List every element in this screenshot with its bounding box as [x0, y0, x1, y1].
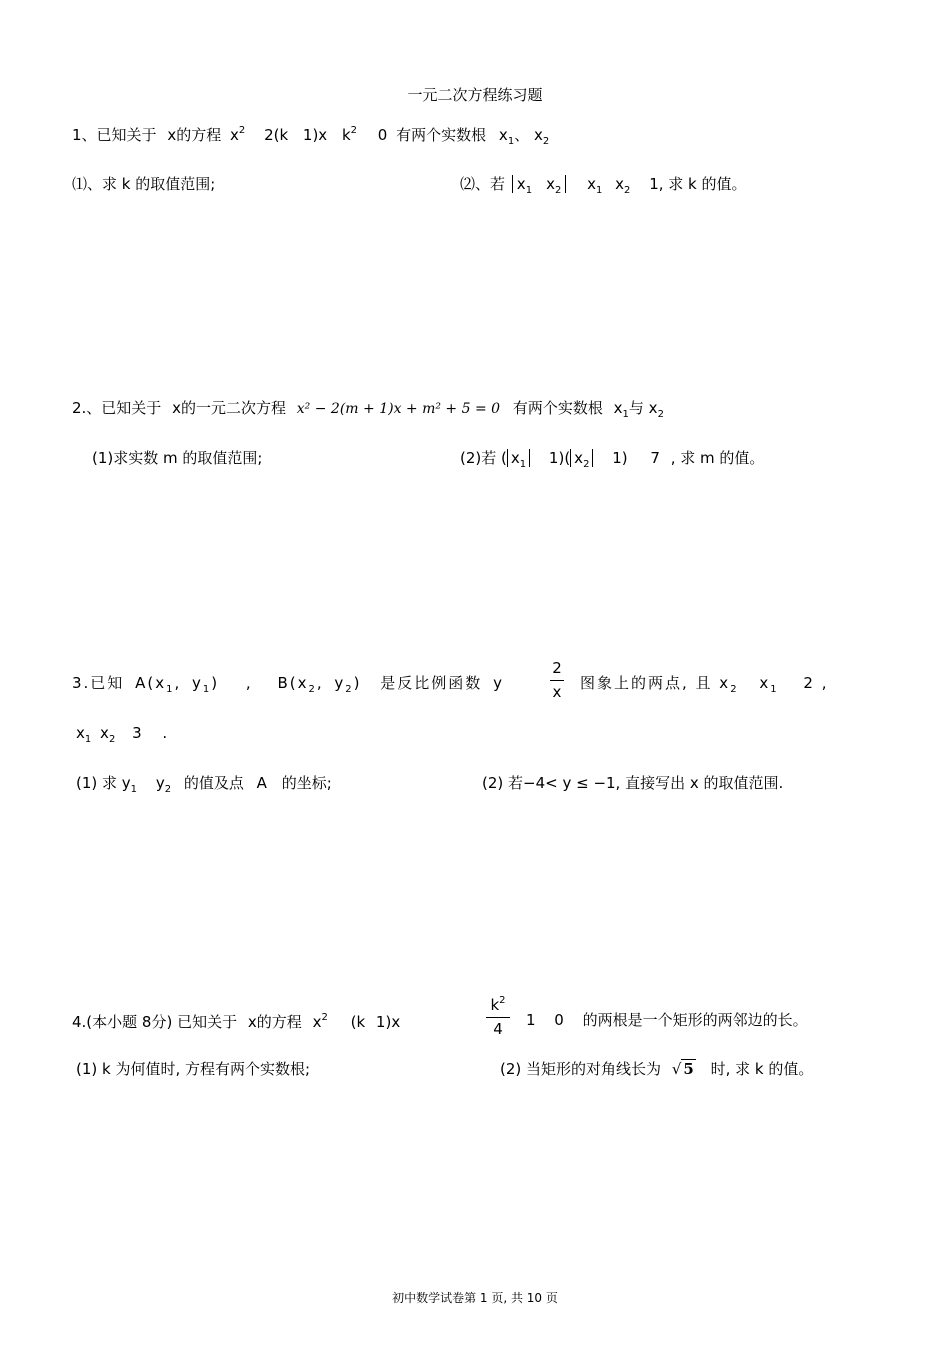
page-footer: 初中数学试卷第 1 页, 共 10 页	[392, 1291, 558, 1305]
question-4-stem: 4.(本小题 8分) 已知关于 x的方程 $x^2$ (k 1)x	[72, 1012, 401, 1031]
question-2-part-1: (1)求实数 m 的取值范围;	[92, 449, 263, 467]
question-3-part-1: (1) 求 $y_1$ $y_2$ 的值及点 A 的坐标;	[76, 774, 332, 795]
document-title: 一元二次方程练习题	[407, 86, 543, 104]
equation-image: x² − 2(m + 1)x + m² + 5 = 0	[296, 401, 501, 417]
q4-fraction: $k^2$ 4	[486, 996, 510, 1037]
question-1-part-2: ⑵、若 $x_1$ $x_2$ $x_1$ $x_2$ 1, 求 k 的值。	[460, 175, 747, 196]
question-4-part-2: (2) 当矩形的对角线长为 √ 5 时, 求 k 的值。	[500, 1060, 814, 1078]
question-4-part-1: (1) k 为何值时, 方程有两个实数根;	[76, 1060, 311, 1078]
question-2-stem: 2.、已知关于 x的一元二次方程 x² − 2(m + 1)x + m² + 5 = 0 有两个实数根 $x_1$与 $x_2$	[72, 399, 664, 420]
question-2-part-2: (2)若 ( $x_1$ 1)( $x_2$ 1) 7 , 求 m 的值。	[460, 449, 765, 470]
question-3-stem-line2: $x_1$ $x_2$ 3 .	[76, 724, 168, 745]
question-3-stem: 3.已知 $A(x_1$, $y_1$) , $B(x_2$, $y_2$) 是反比例函数 y	[72, 674, 504, 695]
question-3-stem-cont: 图象上的两点, 且 $x_2$ $x_1$ 2 ,	[580, 674, 829, 695]
question-1-part-1: ⑴、求 k 的取值范围;	[72, 175, 216, 193]
question-1-stem: 1、已知关于 x的方程 $x^2$ 2(k 1)x $k^2$ 0 有两个实数根 $x_1$、 $x_2$	[72, 125, 550, 147]
question-4-stem-cont: 1 0 的两根是一个矩形的两邻边的长。	[526, 1011, 808, 1029]
q3-fraction: 2 x	[550, 661, 564, 700]
sqrt-symbol: √ 5	[671, 1060, 694, 1078]
question-3-part-2: (2) 若−4< y ≤ −1, 直接写出 x 的取值范围.	[482, 774, 784, 792]
